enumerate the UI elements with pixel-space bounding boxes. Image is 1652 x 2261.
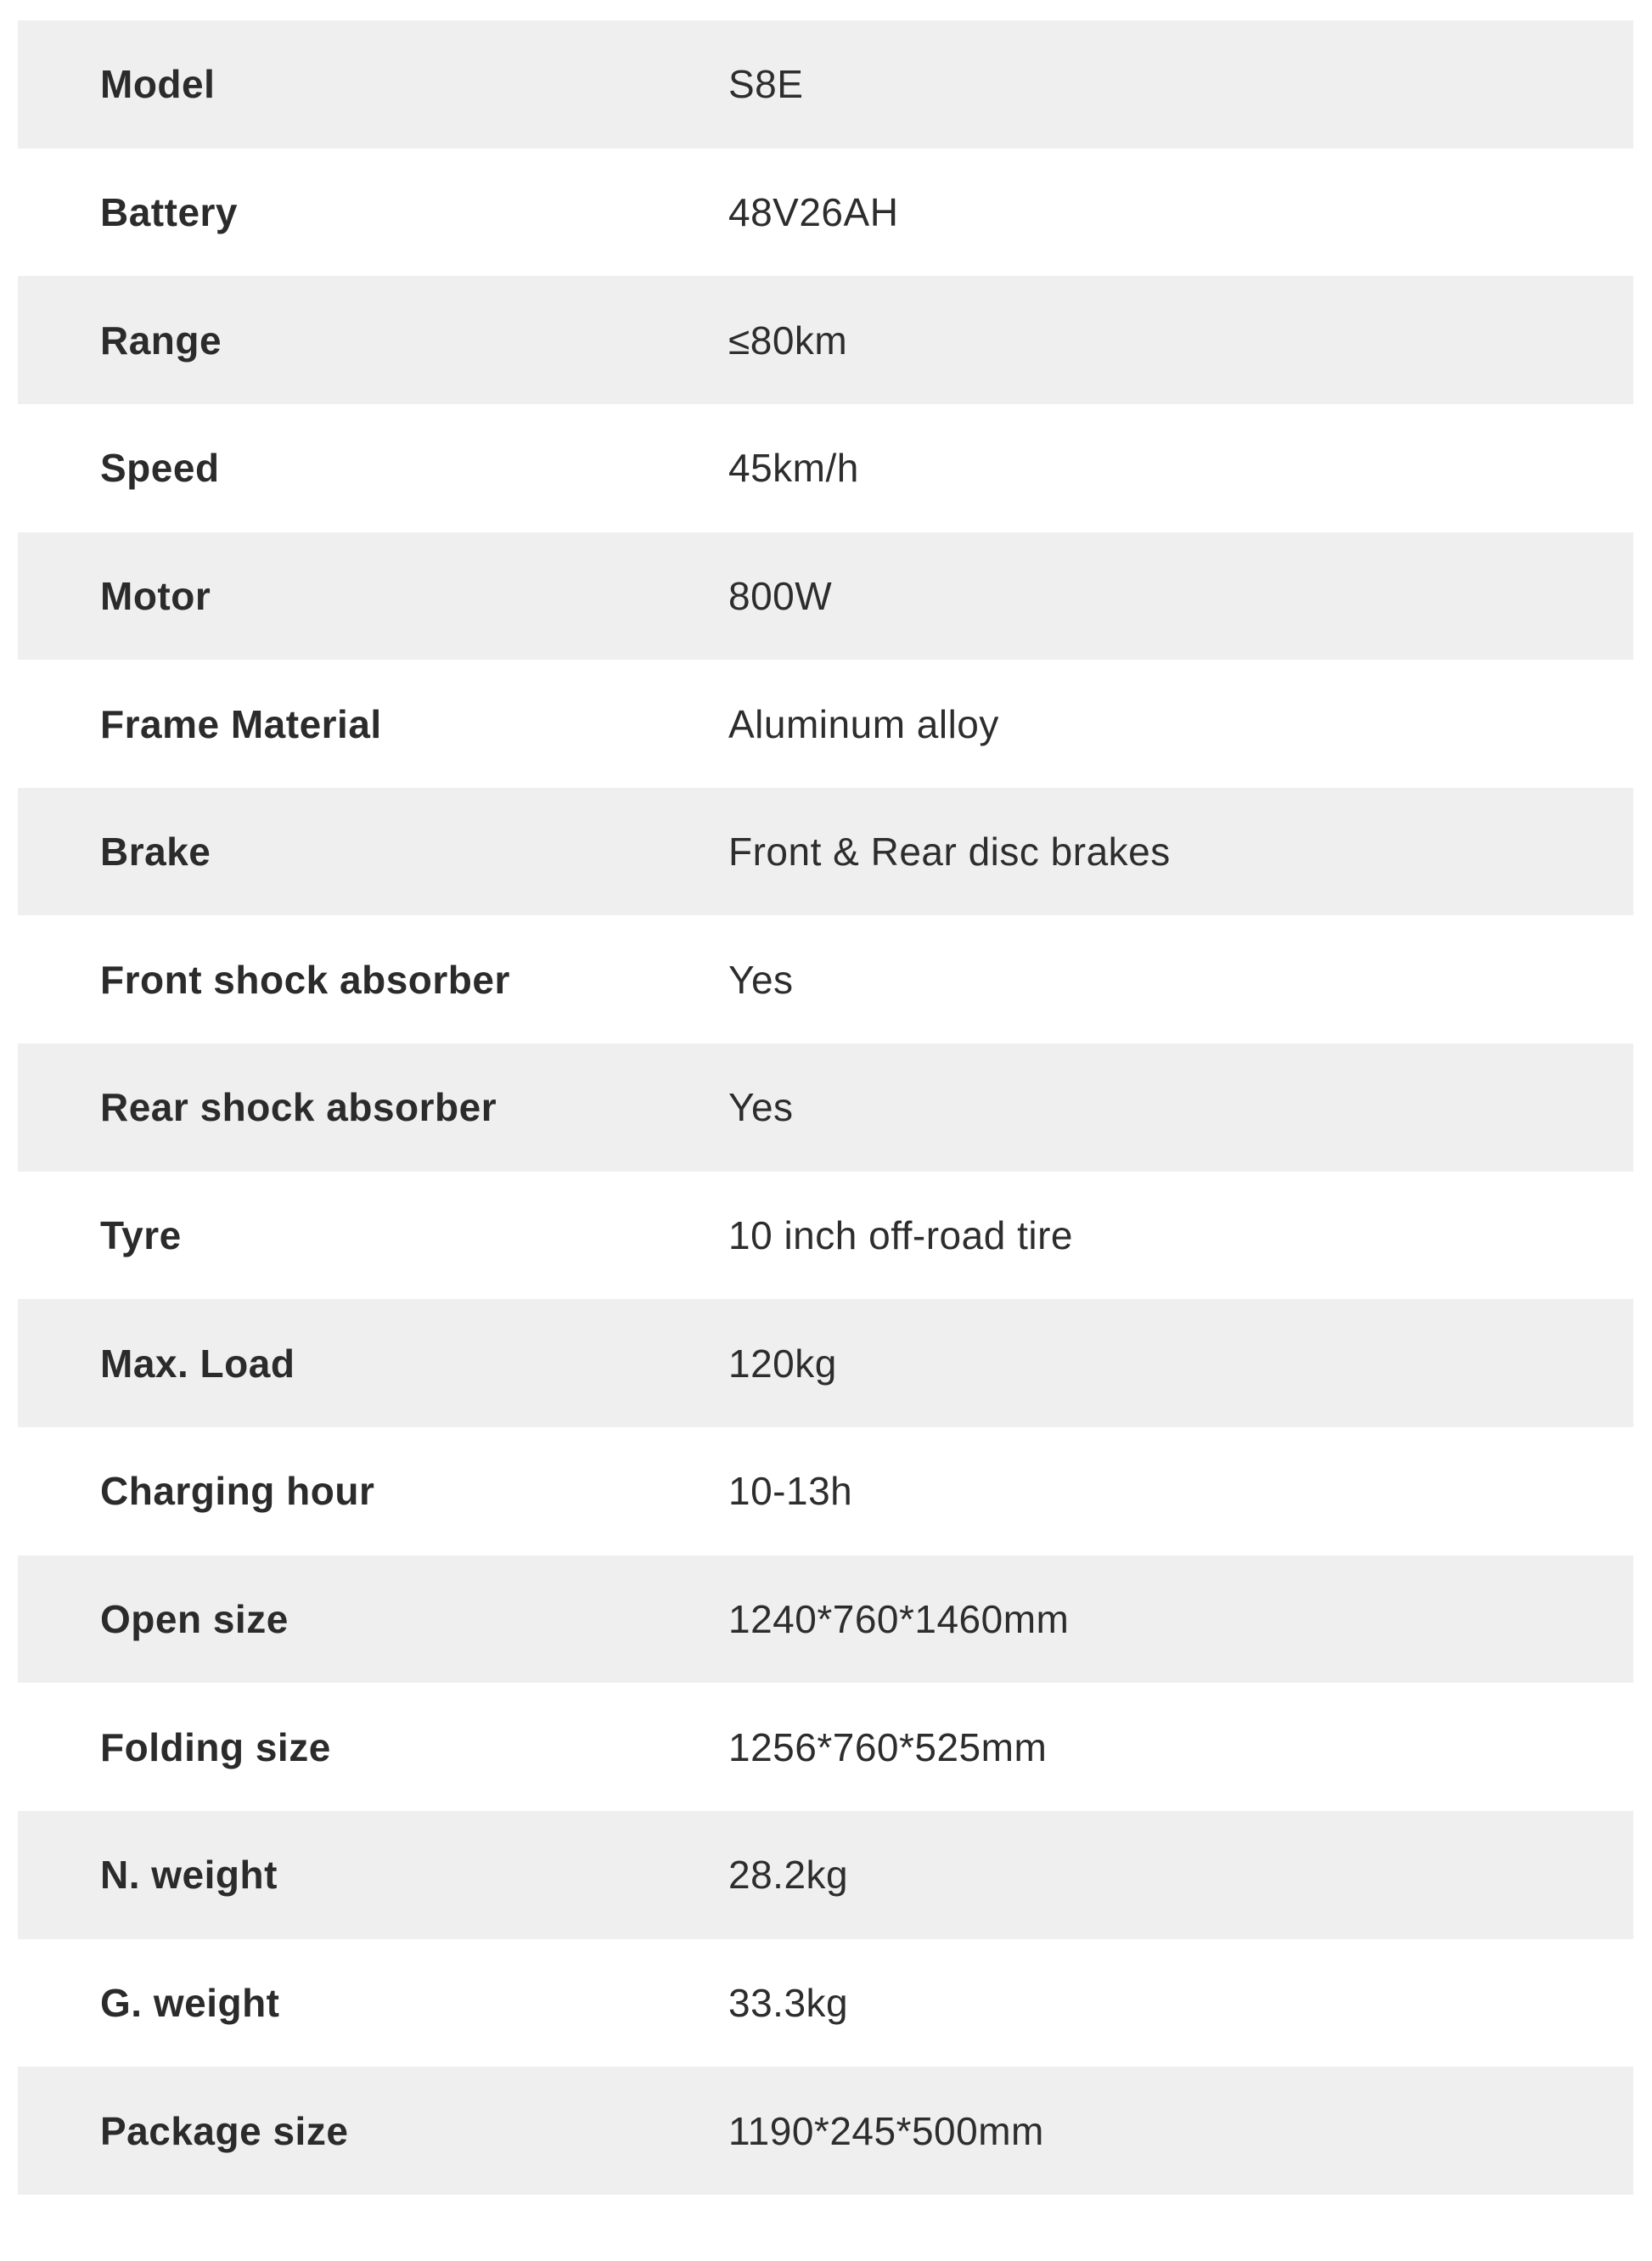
spec-label: Rear shock absorber <box>100 1085 497 1130</box>
spec-value: 10 inch off-road tire <box>728 1213 1073 1258</box>
spec-label: Open size <box>100 1597 289 1641</box>
spec-value: Front & Rear disc brakes <box>728 830 1171 875</box>
spec-label: Tyre <box>100 1213 182 1258</box>
table-row <box>18 1555 1633 1684</box>
spec-label: Speed <box>100 446 220 491</box>
spec-value: 800W <box>728 573 833 618</box>
spec-table <box>18 20 1633 2195</box>
table-row <box>18 20 1633 149</box>
table-row <box>18 915 1633 1043</box>
spec-value: Yes <box>728 1085 794 1130</box>
table-row <box>18 660 1633 788</box>
table-row <box>18 2067 1633 2195</box>
spec-label: Model <box>100 62 216 107</box>
table-row <box>18 1172 1633 1300</box>
table-row <box>18 788 1633 916</box>
spec-label: Motor <box>100 573 211 618</box>
spec-value: 1190*245*500mm <box>728 2108 1044 2153</box>
spec-label: Frame Material <box>100 701 382 746</box>
table-row <box>18 1939 1633 2067</box>
spec-label: Battery <box>100 189 239 234</box>
spec-label: G. weight <box>100 1980 280 2025</box>
table-row <box>18 1811 1633 1939</box>
spec-value: 10-13h <box>728 1469 853 1514</box>
table-row <box>18 1043 1633 1172</box>
spec-label: Folding size <box>100 1724 331 1769</box>
table-row <box>18 1683 1633 1811</box>
spec-label: Package size <box>100 2108 349 2153</box>
spec-value: 45km/h <box>728 446 859 491</box>
spec-value: Aluminum alloy <box>728 701 999 746</box>
table-row <box>18 149 1633 277</box>
spec-value: 33.3kg <box>728 1980 849 2025</box>
spec-label: Range <box>100 318 222 363</box>
spec-label: Max. Load <box>100 1341 295 1386</box>
table-row <box>18 532 1633 661</box>
spec-value: 120kg <box>728 1341 837 1386</box>
table-row <box>18 1299 1633 1427</box>
table-row <box>18 404 1633 532</box>
table-row <box>18 1427 1633 1555</box>
spec-value: 1256*760*525mm <box>728 1724 1048 1769</box>
spec-label: N. weight <box>100 1853 278 1898</box>
spec-value: ≤80km <box>728 318 848 363</box>
spec-label: Brake <box>100 830 211 875</box>
spec-value: 48V26AH <box>728 189 899 234</box>
spec-value: Yes <box>728 957 794 1002</box>
spec-label: Charging hour <box>100 1469 375 1514</box>
spec-value: 28.2kg <box>728 1853 849 1898</box>
table-row <box>18 276 1633 404</box>
spec-label: Front shock absorber <box>100 957 510 1002</box>
spec-value: S8E <box>728 62 804 107</box>
spec-value: 1240*760*1460mm <box>728 1597 1070 1641</box>
